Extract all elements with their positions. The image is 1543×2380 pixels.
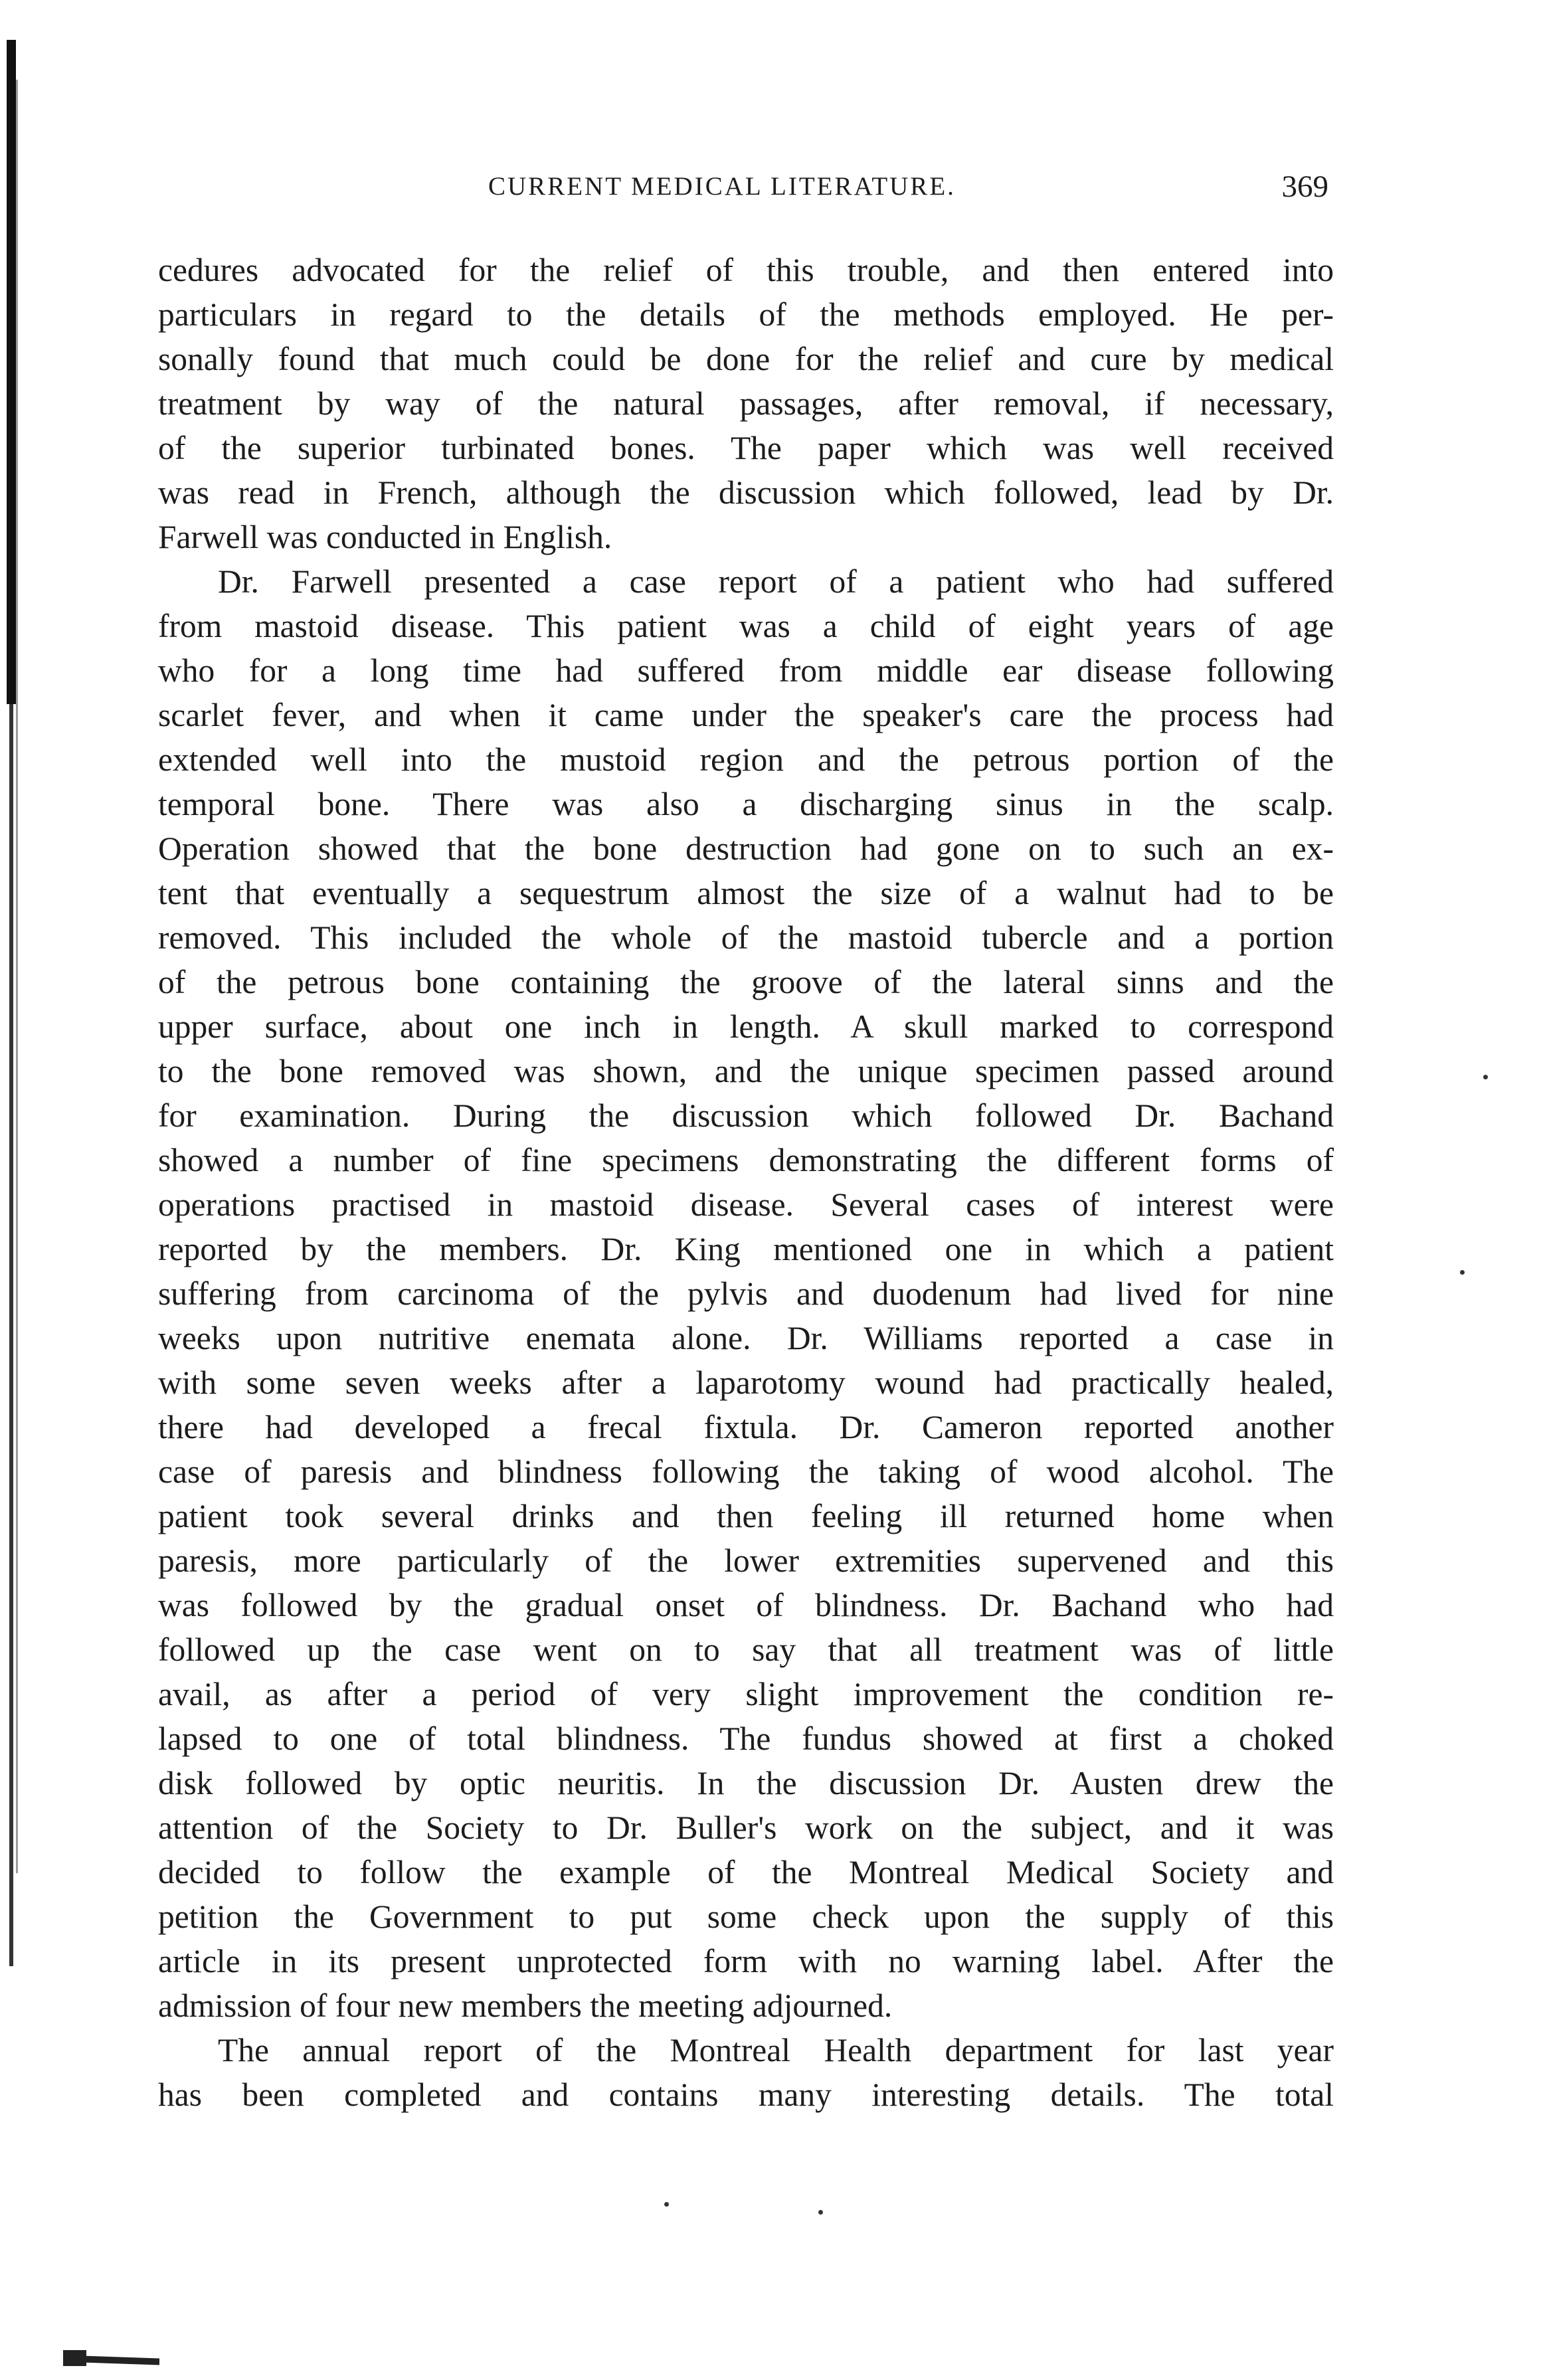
text-line: with some seven weeks after a laparotomy wound had practically healed, — [158, 1364, 1334, 1401]
text-line: cedures advocated for the relief of this trouble, and then entered into — [158, 252, 1334, 288]
text-line: to the bone removed was shown, and the unique specimen passed around — [158, 1053, 1334, 1089]
text-line: showed a number of fine specimens demonstrating the different forms of — [158, 1142, 1334, 1178]
text-line: who for a long time had suffered from middle ear disease following — [158, 652, 1334, 689]
text-line: temporal bone. There was also a discharging sinus in the scalp. — [158, 786, 1334, 822]
text-line: case of paresis and blindness following the taking of wood alcohol. The — [158, 1453, 1334, 1490]
scan-speck — [664, 2202, 669, 2207]
text-line: was followed by the gradual onset of blindness. Dr. Bachand who had — [158, 1587, 1334, 1623]
text-line: suffering from carcinoma of the pylvis and duodenum had lived for nine — [158, 1275, 1334, 1312]
running-title: CURRENT MEDICAL LITERATURE. — [488, 172, 956, 201]
text-line: reported by the members. Dr. King mentioned one in which a patient — [158, 1231, 1334, 1267]
scan-speck — [818, 2210, 823, 2215]
text-line: admission of four new members the meeting adjourned. — [158, 1987, 893, 2024]
binding-edge-shadow — [7, 40, 16, 704]
binding-edge-fade — [16, 80, 18, 1873]
text-line: petition the Government to put some check upon the supply of this — [158, 1898, 1334, 1935]
body-text — [158, 248, 1334, 2117]
text-line: weeks upon nutritive enemata alone. Dr. Williams reported a case in — [158, 1320, 1334, 1356]
text-line: treatment by way of the natural passages, after removal, if necessary, — [158, 385, 1334, 422]
text-line: disk followed by optic neuritis. In the discussion Dr. Austen drew the — [158, 1765, 1334, 1801]
binding-edge-line — [9, 704, 13, 1966]
text-line: from mastoid disease. This patient was a child of eight years of age — [158, 608, 1334, 644]
text-line: of the petrous bone containing the groove of the lateral sinns and the — [158, 964, 1334, 1000]
text-line: upper surface, about one inch in length. A skull marked to correspond — [158, 1008, 1334, 1045]
text-line: there had developed a frecal fixtula. Dr. Cameron reported another — [158, 1409, 1334, 1445]
text-line: operations practised in mastoid disease. Several cases of interest were — [158, 1186, 1334, 1223]
text-line: Operation showed that the bone destruction had gone on to such an ex- — [158, 830, 1334, 867]
text-line: lapsed to one of total blindness. The fundus showed at first a choked — [158, 1720, 1334, 1757]
text-line: attention of the Society to Dr. Buller's work on the subject, and it was — [158, 1809, 1334, 1846]
text-line: has been completed and contains many interesting details. The total — [158, 2076, 1334, 2113]
text-line: was read in French, although the discussion which followed, lead by Dr. — [158, 474, 1334, 511]
text-line: of the superior turbinated bones. The paper which was well received — [158, 430, 1334, 466]
text-line: for examination. During the discussion which followed Dr. Bachand — [158, 1097, 1334, 1134]
running-head — [163, 171, 1328, 218]
text-line: article in its present unprotected form with no warning label. After the — [158, 1943, 1334, 1979]
text-line: sonally found that much could be done for the relief and cure by medical — [158, 341, 1334, 377]
text-line: Farwell was conducted in English. — [158, 519, 612, 555]
text-line: followed up the case went on to say that all treatment was of little — [158, 1631, 1334, 1668]
text-line: patient took several drinks and then feeling ill returned home when — [158, 1498, 1334, 1534]
text-line: removed. This included the whole of the mastoid tubercle and a portion — [158, 919, 1334, 956]
text-line: paresis, more particularly of the lower extremities supervened and this — [158, 1542, 1334, 1579]
scan-speck — [1460, 1270, 1465, 1275]
text-line: decided to follow the example of the Montreal Medical Society and — [158, 1854, 1334, 1890]
paragraph-start-line: The annual report of the Montreal Health department for last year — [218, 2032, 1334, 2068]
text-line: avail, as after a period of very slight improvement the condition re- — [158, 1676, 1334, 1712]
paragraph-start-line: Dr. Farwell presented a case report of a patient who had suffered — [218, 563, 1334, 600]
text-line: extended well into the mustoid region and the petrous portion of the — [158, 741, 1334, 778]
page-number: 369 — [1281, 169, 1328, 204]
text-line: scarlet fever, and when it came under the speaker's care the process had — [158, 697, 1334, 733]
scan-speck — [1483, 1075, 1488, 1079]
text-line: particulars in regard to the details of the methods employed. He per- — [158, 296, 1334, 333]
text-line: tent that eventually a sequestrum almost the size of a walnut had to be — [158, 875, 1334, 911]
